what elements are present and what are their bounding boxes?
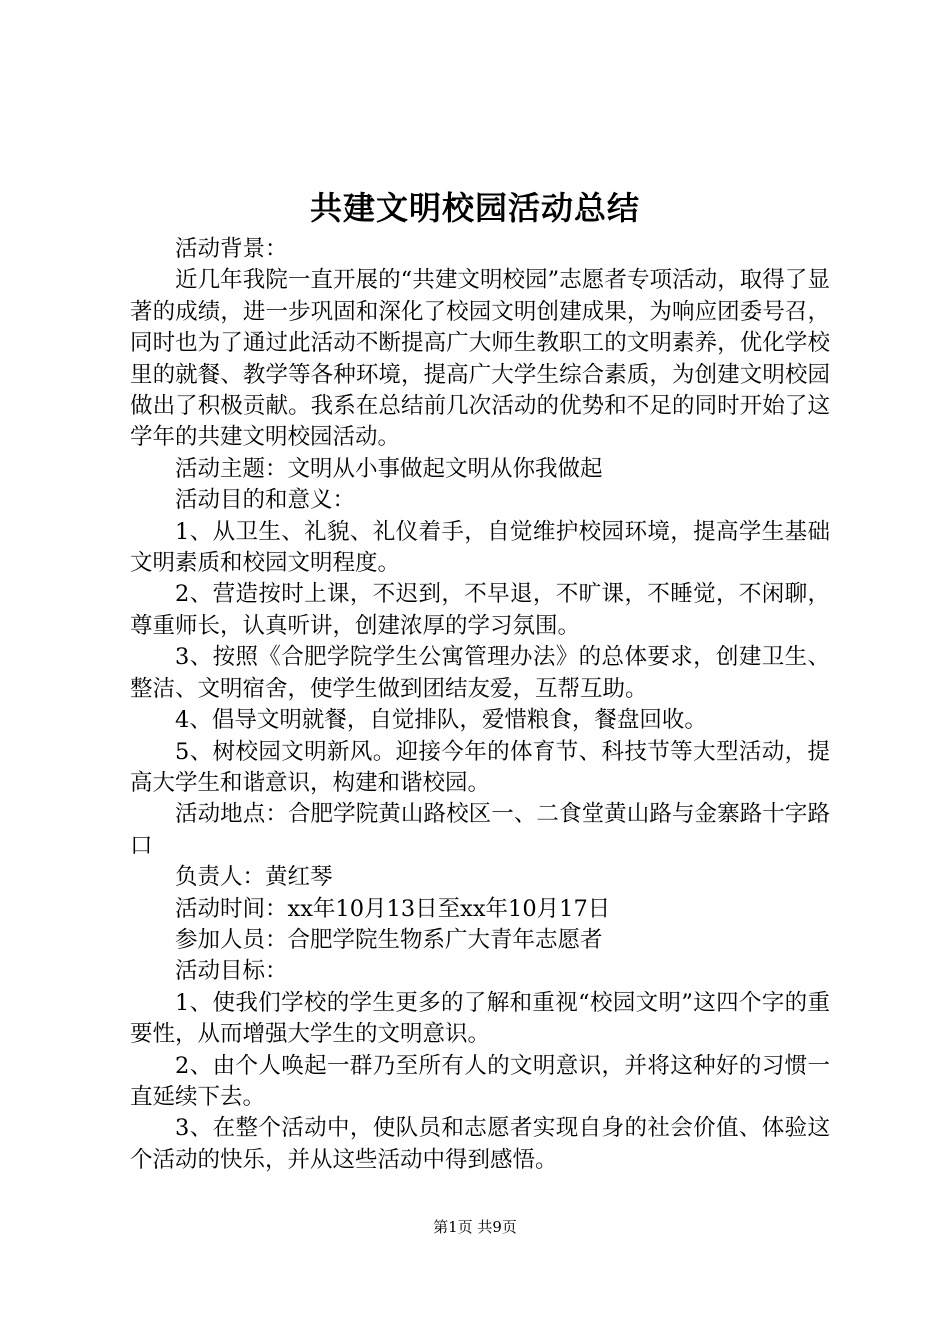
page-footer: 第1页 共9页 — [433, 1218, 517, 1236]
document-body — [130, 234, 830, 1176]
paragraph-theme: 活动主题：文明从小事做起文明从你我做起 — [175, 455, 603, 482]
paragraph-purpose-3: 3、按照《合肥学院学生公寓管理办法》的总体要求，创建卫生、整洁、文明宿舍，使学生做到团结友爱，互帮互助。 — [130, 644, 830, 702]
paragraph-background-heading: 活动背景： — [175, 236, 288, 262]
paragraph-location: 活动地点：合肥学院黄山路校区一、二食堂黄山路与金寨路十字路口 — [130, 801, 830, 859]
paragraph-participants: 参加人员：合肥学院生物系广大青年志愿者 — [175, 926, 603, 953]
paragraph-person-in-charge: 负责人：黄红琴 — [175, 864, 333, 891]
paragraph-purpose-5: 5、树校园文明新风。迎接今年的体育节、科技节等大型活动，提高大学生和谐意识，构建和谐校园。 — [130, 738, 830, 796]
paragraph-goal-3: 3、在整个活动中，使队员和志愿者实现自身的社会价值、体验这个活动的快乐，并从这些活动中得到感悟。 — [130, 1115, 830, 1173]
paragraph-purpose-1: 1、从卫生、礼貌、礼仪着手，自觉维护校园环境，提高学生基础文明素质和校园文明程度。 — [130, 518, 830, 577]
paragraph-purpose-heading: 活动目的和意义： — [175, 487, 356, 514]
paragraph-goal-2: 2、由个人唤起一群乃至所有人的文明意识，并将这种好的习惯一直延续下去。 — [130, 1052, 830, 1110]
paragraph-time: 活动时间：xx年10月13日至xx年10月17日 — [175, 895, 611, 922]
document-title: 共建文明校园活动总结 — [309, 189, 640, 227]
paragraph-purpose-4: 4、倡导文明就餐，自觉排队，爱惜粮食，餐盘回收。 — [175, 707, 707, 734]
paragraph-goals-heading: 活动目标： — [175, 958, 288, 985]
paragraph-goal-1: 1、使我们学校的学生更多的了解和重视“校园文明”这四个字的重要性，从而增强大学生的文明意识。 — [130, 989, 830, 1048]
paragraph-background: 近几年我院一直开展的“共建文明校园”志愿者专项活动，取得了显著的成绩，进一步巩固和深化了校园文明创建成果，为响应团委号召，同时也为了通过此活动不断提高广大师生教职工的文明素养，优化学校里的就餐、教学等各种环境，提高广大学生综合素质，为创建文明校园做出了积极贡献。我系在总结前几次活动的优势和不足的同时开始了这学年的共建文明校园活动。 — [130, 267, 830, 451]
paragraph-purpose-2: 2、营造按时上课，不迟到，不早退，不旷课，不睡觉，不闲聊，尊重师长，认真听讲，创建浓厚的学习氛围。 — [130, 581, 830, 639]
